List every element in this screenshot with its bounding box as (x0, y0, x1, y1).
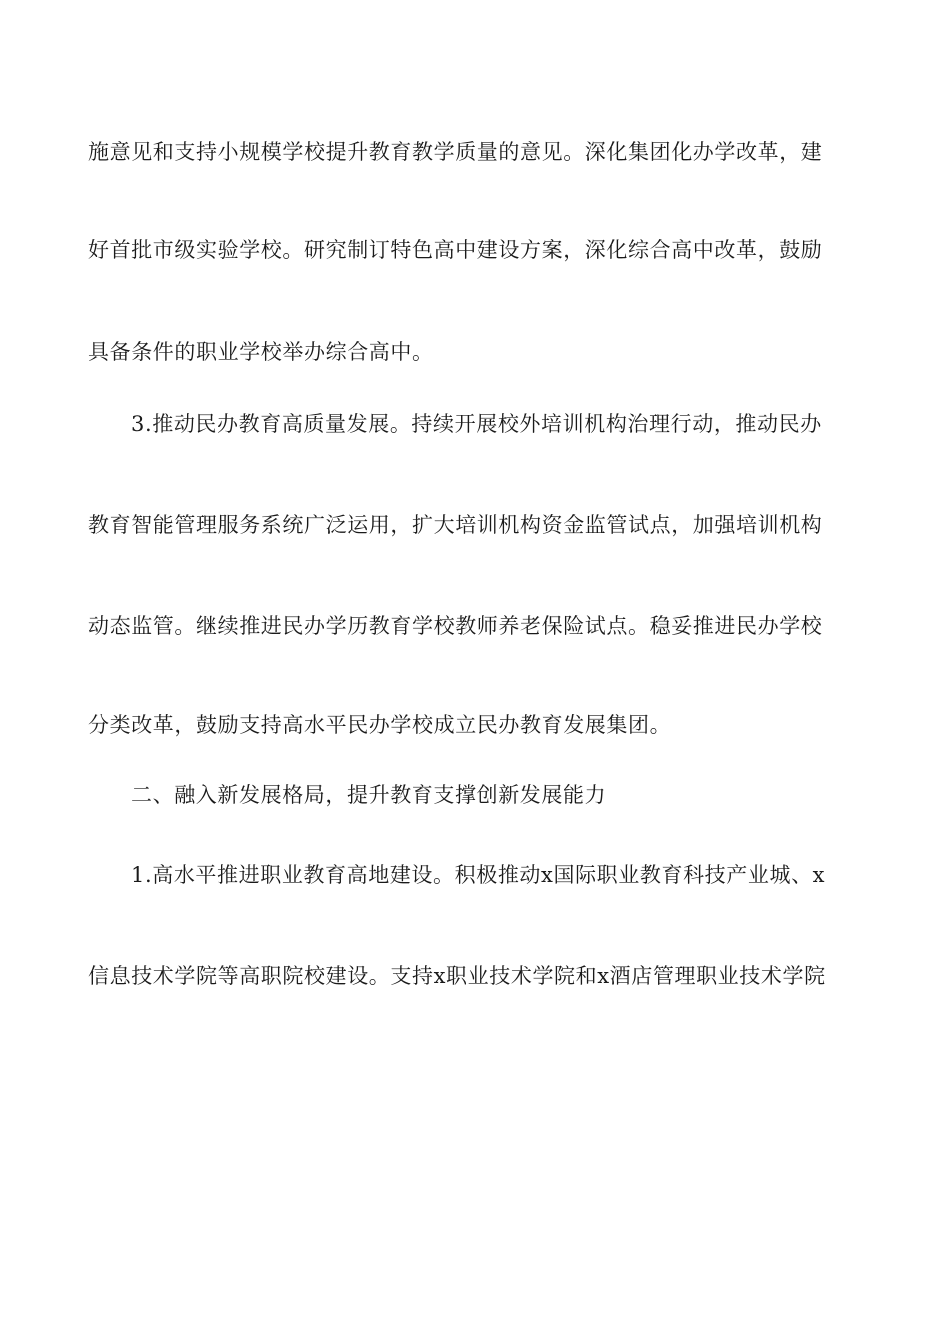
section-heading: 二、融入新发展格局，提升教育支撑创新发展能力 (131, 783, 607, 807)
paragraph-line: 教育智能管理服务系统广泛运用，扩大培训机构资金监管试点，加强培训机构 (88, 513, 823, 537)
paragraph-line: 好首批市级实验学校。研究制订特色高中建设方案，深化综合高中改革，鼓励 (88, 238, 823, 262)
paragraph-line: 分类改革，鼓励支持高水平民办学校成立民办教育发展集团。 (88, 713, 672, 737)
paragraph-line-indented: 1.高水平推进职业教育高地建设。积极推动x国际职业教育科技产业城、x (131, 863, 826, 887)
paragraph-line-indented: 3.推动民办教育高质量发展。持续开展校外培训机构治理行动，推动民办 (131, 412, 822, 436)
paragraph-line: 具备条件的职业学校举办综合高中。 (88, 340, 434, 364)
paragraph-line: 信息技术学院等高职院校建设。支持x职业技术学院和x酒店管理职业技术学院 (88, 964, 826, 988)
paragraph-line: 施意见和支持小规模学校提升教育教学质量的意见。深化集团化办学改革，建 (88, 140, 823, 164)
paragraph-line: 动态监管。继续推进民办学历教育学校教师养老保险试点。稳妥推进民办学校 (88, 614, 823, 638)
